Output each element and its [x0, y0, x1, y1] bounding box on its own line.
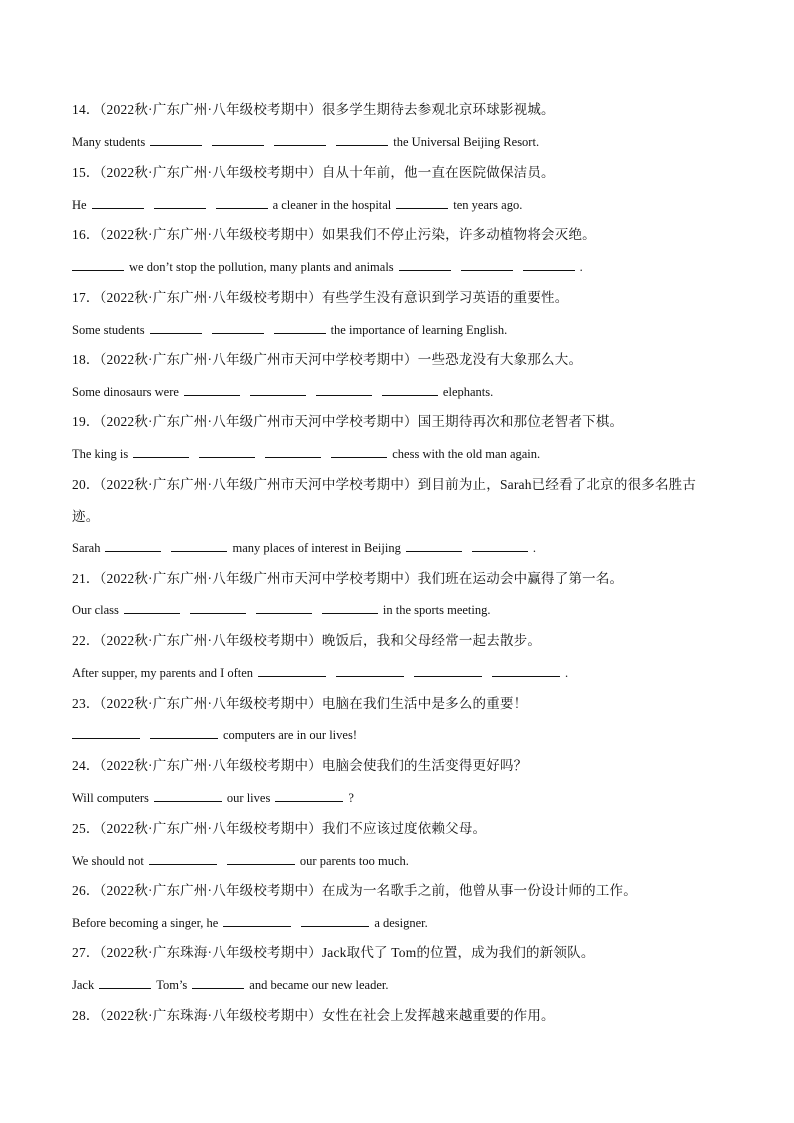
question-prompt-text: 19．（2022秋·广东广州·八年级广州市天河中学校考期中）国王期待再次和那位老智者下棋。 — [72, 414, 624, 429]
answer-blank[interactable] — [256, 601, 312, 614]
answer-line — [72, 196, 754, 214]
question-prompt-text: 迹。 — [72, 509, 100, 524]
question-prompt-text: 16．（2022秋·广东广州·八年级校考期中）如果我们不停止污染，许多动植物将会灭绝。 — [72, 227, 596, 242]
answer-text: in the sports meeting. — [382, 603, 491, 617]
answer-blank[interactable] — [265, 445, 321, 458]
question-prompt — [72, 695, 754, 713]
answer-blank[interactable] — [199, 445, 255, 458]
answer-blank[interactable] — [382, 383, 438, 396]
answer-blank[interactable] — [414, 664, 482, 677]
answer-line — [72, 601, 754, 619]
answer-line — [72, 258, 754, 276]
question-prompt-text: 20．（2022秋·广东广州·八年级广州市天河中学校考期中）到目前为止，Sarah已经看了北京的很多名胜古 — [72, 477, 697, 492]
question-prompt-text: 14．（2022秋·广东广州·八年级校考期中）很多学生期待去参观北京环球影视城。 — [72, 102, 555, 117]
answer-blank[interactable] — [133, 445, 189, 458]
answer-blank[interactable] — [149, 852, 217, 865]
answer-blank[interactable] — [184, 383, 240, 396]
answer-blank[interactable] — [99, 976, 151, 989]
answer-blank[interactable] — [92, 196, 144, 209]
answer-blank[interactable] — [124, 601, 180, 614]
answer-blank[interactable] — [301, 914, 369, 927]
answer-blank[interactable] — [472, 539, 528, 552]
question-prompt-text: 17．（2022秋·广东广州·八年级校考期中）有些学生没有意识到学习英语的重要性。 — [72, 290, 569, 305]
answer-text: chess with the old man again. — [392, 447, 541, 461]
answer-blank[interactable] — [336, 133, 388, 146]
question-prompt-continued — [72, 508, 754, 526]
answer-blank[interactable] — [336, 664, 404, 677]
question-prompt-text: 28．（2022秋·广东珠海·八年级校考期中）女性在社会上发挥越来越重要的作用。 — [72, 1008, 555, 1023]
answer-blank[interactable] — [331, 445, 387, 458]
answer-blank[interactable] — [258, 664, 326, 677]
answer-text: Jack — [72, 978, 95, 992]
question-prompt — [72, 757, 754, 775]
answer-blank[interactable] — [150, 726, 218, 739]
answer-line — [72, 976, 754, 994]
question-prompt — [72, 413, 754, 431]
answer-text: elephants. — [442, 385, 494, 399]
question-prompt-text: 22．（2022秋·广东广州·八年级校考期中）晚饭后，我和父母经常一起去散步。 — [72, 633, 542, 648]
answer-blank[interactable] — [223, 914, 291, 927]
answer-text: and became our new leader. — [249, 978, 389, 992]
answer-blank[interactable] — [399, 258, 451, 271]
question-prompt — [72, 289, 754, 307]
question-prompt-text: 21．（2022秋·广东广州·八年级广州市天河中学校考期中）我们班在运动会中赢得了第一名。 — [72, 571, 624, 586]
question-prompt-text: 25．（2022秋·广东广州·八年级校考期中）我们不应该过度依赖父母。 — [72, 821, 487, 836]
answer-blank[interactable] — [105, 539, 161, 552]
answer-blank[interactable] — [316, 383, 372, 396]
answer-blank[interactable] — [274, 321, 326, 334]
answer-text: Some students — [72, 323, 145, 337]
answer-blank[interactable] — [192, 976, 244, 989]
answer-blank[interactable] — [322, 601, 378, 614]
answer-text: Will computers — [72, 791, 149, 805]
answer-text: He — [72, 198, 87, 212]
answer-text: the importance of learning English. — [330, 323, 508, 337]
answer-line — [72, 789, 754, 807]
answer-text: Tom’s — [156, 978, 188, 992]
question-prompt-text: 15．（2022秋·广东广州·八年级校考期中）自从十年前，他一直在医院做保洁员。 — [72, 165, 555, 180]
question-prompt — [72, 476, 754, 494]
answer-line — [72, 664, 754, 682]
question-prompt — [72, 882, 754, 900]
answer-text: . — [579, 260, 583, 274]
answer-text: . — [532, 541, 536, 555]
answer-text: a designer. — [374, 916, 428, 930]
answer-blank[interactable] — [72, 258, 124, 271]
answer-blank[interactable] — [461, 258, 513, 271]
answer-blank[interactable] — [154, 789, 222, 802]
answer-text: our lives — [226, 791, 271, 805]
answer-line — [72, 321, 754, 339]
question-prompt — [72, 351, 754, 369]
answer-text: computers are in our lives! — [223, 728, 357, 742]
question-prompt — [72, 944, 754, 962]
question-prompt — [72, 820, 754, 838]
answer-blank[interactable] — [190, 601, 246, 614]
answer-text: . — [565, 666, 569, 680]
answer-blank[interactable] — [150, 321, 202, 334]
answer-text: The king is — [72, 447, 129, 461]
answer-line — [72, 383, 754, 401]
answer-text: the Universal Beijing Resort. — [393, 135, 540, 149]
answer-blank[interactable] — [150, 133, 202, 146]
answer-blank[interactable] — [275, 789, 343, 802]
question-prompt — [72, 632, 754, 650]
question-prompt-text: 18．（2022秋·广东广州·八年级广州市天河中学校考期中）一些恐龙没有大象那么大。 — [72, 352, 583, 367]
answer-text: Some dinosaurs were — [72, 385, 179, 399]
answer-blank[interactable] — [227, 852, 295, 865]
answer-blank[interactable] — [212, 133, 264, 146]
question-prompt — [72, 101, 754, 119]
question-prompt-text: 23．（2022秋·广东广州·八年级校考期中）电脑在我们生活中是多么的重要！ — [72, 696, 528, 711]
answer-line — [72, 852, 754, 870]
answer-text: After supper, my parents and I often — [72, 666, 254, 680]
answer-blank[interactable] — [492, 664, 560, 677]
answer-text: our parents too much. — [299, 854, 409, 868]
answer-blank[interactable] — [274, 133, 326, 146]
answer-text: Many students — [72, 135, 146, 149]
answer-line — [72, 914, 754, 932]
answer-line — [72, 445, 754, 463]
question-prompt-text: 26．（2022秋·广东广州·八年级校考期中）在成为一名歌手之前，他曾从事一份设计师的工作。 — [72, 883, 637, 898]
answer-text: Sarah — [72, 541, 101, 555]
answer-text: Our class — [72, 603, 119, 617]
answer-text: many places of interest in Beijing — [232, 541, 401, 555]
answer-blank[interactable] — [250, 383, 306, 396]
answer-text: ten years ago. — [453, 198, 523, 212]
answer-line — [72, 726, 754, 744]
question-prompt — [72, 570, 754, 588]
answer-blank[interactable] — [406, 539, 462, 552]
answer-blank[interactable] — [171, 539, 227, 552]
answer-blank[interactable] — [154, 196, 206, 209]
question-prompt — [72, 1007, 754, 1025]
question-prompt — [72, 226, 754, 244]
answer-blank[interactable] — [72, 726, 140, 739]
answer-text: we don’t stop the pollution, many plants and animals — [129, 260, 394, 274]
answer-text: ? — [348, 791, 354, 805]
answer-blank[interactable] — [396, 196, 448, 209]
question-prompt-text: 27．（2022秋·广东珠海·八年级校考期中）Jack取代了 Tom的位置，成为我们的新领队。 — [72, 945, 595, 960]
question-prompt-text: 24．（2022秋·广东广州·八年级校考期中）电脑会使我们的生活变得更好吗？ — [72, 758, 528, 773]
answer-blank[interactable] — [523, 258, 575, 271]
answer-blank[interactable] — [212, 321, 264, 334]
answer-text: a cleaner in the hospital — [272, 198, 392, 212]
answer-line — [72, 133, 754, 151]
answer-text: Before becoming a singer, he — [72, 916, 219, 930]
answer-text: We should not — [72, 854, 144, 868]
answer-line — [72, 539, 754, 557]
question-prompt — [72, 164, 754, 182]
answer-blank[interactable] — [216, 196, 268, 209]
